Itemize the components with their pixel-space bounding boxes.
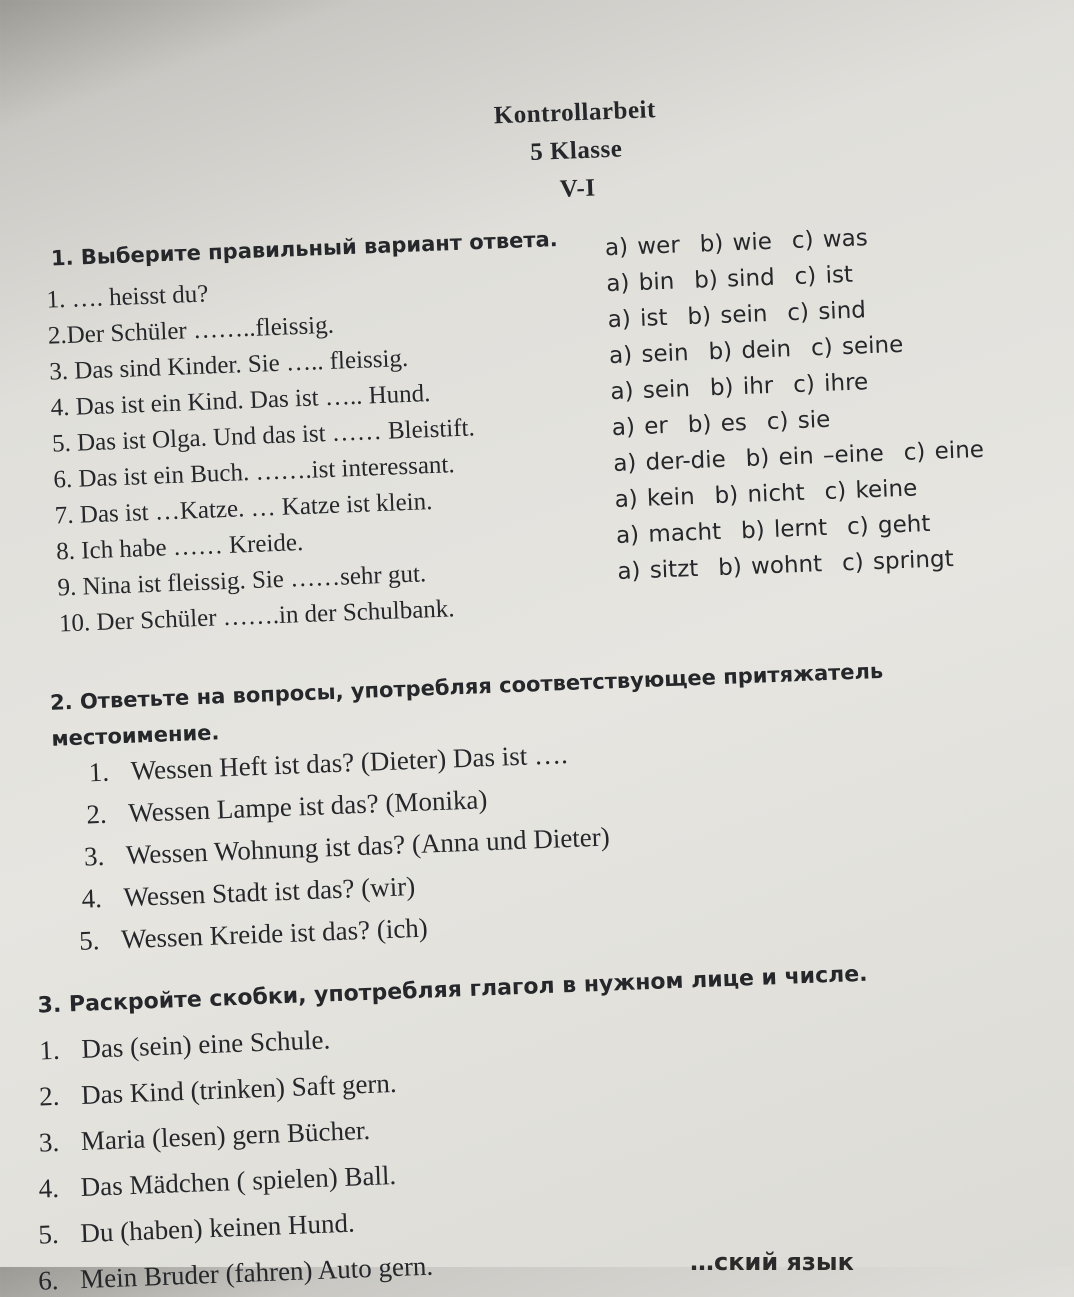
list-item — [38, 1251, 434, 1297]
option-a: a) wer — [604, 232, 681, 262]
item-number: 3. — [38, 1126, 60, 1158]
variant-label: V-I — [559, 174, 597, 203]
option-c: c) ist — [794, 261, 854, 290]
list-item — [39, 1024, 331, 1066]
task2-title-continued: местоимение. — [50, 720, 220, 751]
item-number: 3. — [83, 840, 105, 872]
item-number: 5. — [78, 925, 101, 956]
option-b: b) wie — [699, 228, 773, 258]
task3-title: 3. Раскройте скобки, употребляя глагол в нужном лице и числе. — [37, 961, 868, 1019]
task2-title: 2. Ответьте на вопросы, употребляя соответствующее притяжатель — [49, 658, 884, 715]
item-text: Wessen Heft ist das? (Dieter) Das ist …. — [130, 739, 569, 786]
option-c: c) eine — [903, 436, 985, 466]
item-text: Das Mädchen ( spielen) Ball. — [80, 1159, 397, 1203]
option-c: c) sie — [766, 406, 831, 436]
answer-options — [606, 261, 874, 297]
item-number: 5. — [37, 1218, 60, 1250]
option-b: b) ihr — [709, 372, 774, 402]
task1-question: 9. Nina ist fleissig. Sie ……sehr gut. — [57, 560, 427, 602]
option-a: a) kein — [614, 483, 696, 514]
task1-title: 1. Выберите правильный вариант ответа. — [50, 227, 559, 271]
list-item — [38, 1115, 370, 1159]
grade-label: 5 Klasse — [529, 135, 623, 167]
option-a: a) bin — [605, 268, 675, 298]
answer-options — [611, 406, 850, 441]
task1-question: 4. Das ist ein Kind. Das ist ….. Hund. — [50, 380, 431, 422]
item-number: 2. — [85, 798, 108, 830]
option-a: a) ist — [607, 304, 669, 334]
option-a: a) sitzt — [616, 555, 699, 585]
option-b: b) wohnt — [717, 551, 823, 582]
option-c: c) ihre — [792, 369, 869, 399]
list-item — [79, 913, 429, 957]
option-b: b) ein –eine — [745, 440, 885, 472]
item-text: Wessen Lampe ist das? (Monika) — [127, 784, 488, 828]
task1-question: 3. Das sind Kinder. Sie ….. fleissig. — [48, 344, 409, 386]
item-number: 4. — [81, 883, 103, 914]
option-c: c) geht — [846, 510, 931, 541]
option-c: c) sind — [786, 297, 867, 327]
list-item — [83, 821, 610, 872]
answer-options — [616, 510, 951, 549]
option-b: b) lernt — [740, 514, 828, 545]
option-b: b) nicht — [714, 479, 806, 510]
item-text: Wessen Kreide ist das? (ich) — [120, 912, 429, 955]
answer-options — [607, 296, 886, 333]
item-text: Das (sein) eine Schule. — [80, 1024, 331, 1064]
list-item — [39, 1068, 398, 1113]
answer-options — [613, 436, 1005, 477]
item-number: 1. — [38, 1034, 61, 1066]
cut-off-footer-text: …ский язык — [690, 1248, 854, 1276]
task1-question: 1. …. heisst du? — [46, 280, 209, 314]
answer-options — [610, 368, 889, 405]
option-a: a) er — [611, 412, 669, 442]
option-a: a) macht — [615, 518, 722, 549]
option-b: b) es — [687, 409, 748, 439]
option-c: c) seine — [810, 331, 904, 362]
item-number: 6. — [37, 1264, 60, 1296]
answer-options — [605, 224, 889, 261]
option-b: b) sein — [686, 301, 768, 331]
item-number: 2. — [38, 1080, 60, 1112]
option-b: b) sind — [693, 264, 776, 294]
answer-options — [617, 545, 974, 585]
list-item — [38, 1208, 355, 1251]
option-a: a) der-die — [612, 446, 727, 478]
option-c: c) was — [791, 225, 869, 255]
document-title: Kontrollarbeit — [493, 96, 657, 130]
task1-question: 2.Der Schüler ……..fleissig. — [47, 311, 335, 350]
option-c: c) springt — [841, 546, 955, 577]
answer-options — [609, 331, 924, 369]
option-c: c) keine — [824, 475, 918, 505]
task1-question: 5. Das ist Olga. Und das ist …… Bleistift. — [51, 414, 476, 458]
task1-question: 7. Das ist …Katze. … Katze ist klein. — [54, 488, 433, 530]
option-a: a) sein — [608, 340, 690, 370]
item-text: Wessen Stadt ist das? (wir) — [122, 870, 416, 913]
task1-question: 10. Der Schüler …….in der Schulbank. — [58, 595, 456, 638]
item-text: Wessen Wohnung ist das? (Anna und Dieter) — [125, 821, 611, 871]
list-item — [38, 1160, 397, 1205]
document-header — [409, 88, 743, 215]
item-text: Du (haben) keinen Hund. — [79, 1207, 356, 1249]
list-item — [86, 784, 488, 830]
item-number: 4. — [38, 1172, 60, 1204]
list-item — [81, 871, 416, 915]
item-text: Maria (lesen) gern Bücher. — [80, 1114, 371, 1156]
item-number: 1. — [88, 756, 110, 788]
item-text: Das Kind (trinken) Saft gern. — [80, 1067, 398, 1110]
option-b: b) dein — [708, 336, 792, 366]
task1-question: 6. Das ist ein Buch. …….ist interessant. — [52, 451, 456, 494]
answer-options — [614, 475, 938, 513]
option-a: a) sein — [610, 376, 691, 406]
task1-question: 8. Ich habe …… Kreide. — [55, 529, 304, 566]
item-text: Mein Bruder (fahren) Auto gern. — [79, 1250, 434, 1295]
